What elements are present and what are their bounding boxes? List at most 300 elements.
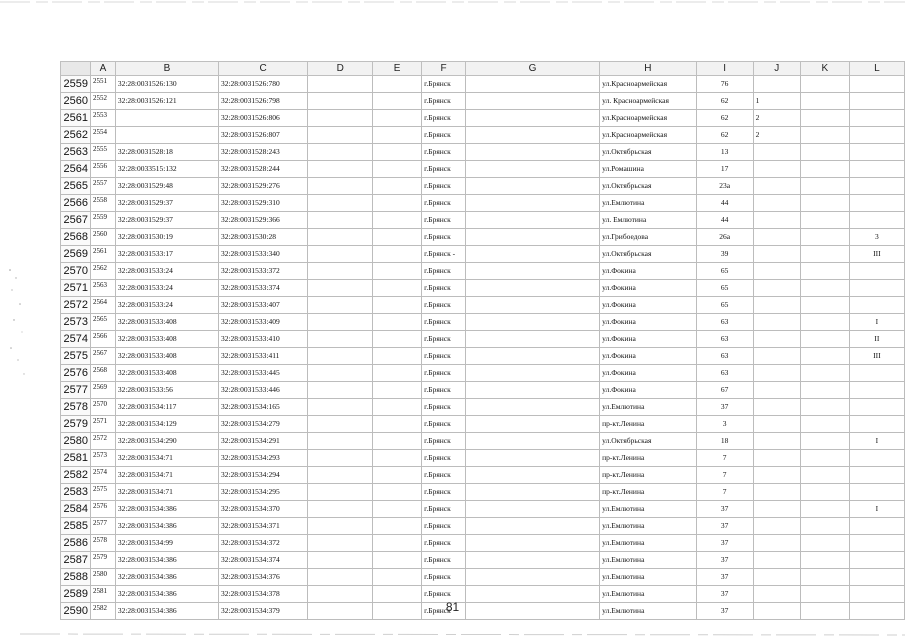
column-j-cell[interactable] <box>753 212 800 229</box>
column-i-cell[interactable]: 62 <box>696 110 753 127</box>
row-header[interactable]: 2567 <box>61 212 91 229</box>
column-a-cell[interactable]: 2579 <box>90 552 115 569</box>
column-d-cell[interactable] <box>308 76 373 93</box>
column-e-cell[interactable] <box>373 297 422 314</box>
column-a-cell[interactable]: 2555 <box>90 144 115 161</box>
column-b-cell[interactable]: 32:28:0031534:290 <box>115 433 218 450</box>
column-i-cell[interactable]: 37 <box>696 501 753 518</box>
column-e-cell[interactable] <box>373 144 422 161</box>
column-i-cell[interactable]: 39 <box>696 246 753 263</box>
column-l-cell[interactable] <box>849 365 904 382</box>
column-i-cell[interactable]: 7 <box>696 484 753 501</box>
column-g-cell[interactable] <box>465 229 599 246</box>
column-l-cell[interactable] <box>849 518 904 535</box>
column-a-cell[interactable]: 2582 <box>90 603 115 620</box>
row-header[interactable]: 2571 <box>61 280 91 297</box>
column-a-cell[interactable]: 2571 <box>90 416 115 433</box>
column-j-cell[interactable] <box>753 161 800 178</box>
column-a-cell[interactable]: 2563 <box>90 280 115 297</box>
column-h-cell[interactable]: ул.Фокина <box>600 297 696 314</box>
column-c-cell[interactable]: 32:28:0031534:295 <box>218 484 307 501</box>
row-header[interactable]: 2576 <box>61 365 91 382</box>
column-f-cell[interactable]: г.Брянск <box>422 552 466 569</box>
column-header-d[interactable]: D <box>308 62 373 76</box>
column-e-cell[interactable] <box>373 161 422 178</box>
column-a-cell[interactable]: 2570 <box>90 399 115 416</box>
column-g-cell[interactable] <box>465 467 599 484</box>
column-f-cell[interactable]: г.Брянск <box>422 93 466 110</box>
column-a-cell[interactable]: 2576 <box>90 501 115 518</box>
column-l-cell[interactable] <box>849 399 904 416</box>
column-b-cell[interactable]: 32:28:0031533:17 <box>115 246 218 263</box>
column-f-cell[interactable]: г.Брянск <box>422 450 466 467</box>
column-g-cell[interactable] <box>465 110 599 127</box>
column-l-cell[interactable]: 3 <box>849 229 904 246</box>
column-d-cell[interactable] <box>308 382 373 399</box>
column-g-cell[interactable] <box>465 382 599 399</box>
column-f-cell[interactable]: г.Брянск <box>422 586 466 603</box>
column-j-cell[interactable] <box>753 314 800 331</box>
column-i-cell[interactable]: 7 <box>696 450 753 467</box>
column-l-cell[interactable]: II <box>849 331 904 348</box>
column-d-cell[interactable] <box>308 365 373 382</box>
column-c-cell[interactable]: 32:28:0031534:291 <box>218 433 307 450</box>
column-e-cell[interactable] <box>373 212 422 229</box>
column-h-cell[interactable]: ул.Фокина <box>600 280 696 297</box>
column-j-cell[interactable] <box>753 416 800 433</box>
column-l-cell[interactable]: III <box>849 348 904 365</box>
column-a-cell[interactable]: 2551 <box>90 76 115 93</box>
row-header[interactable]: 2562 <box>61 127 91 144</box>
column-i-cell[interactable]: 63 <box>696 331 753 348</box>
column-i-cell[interactable]: 62 <box>696 93 753 110</box>
column-d-cell[interactable] <box>308 450 373 467</box>
column-h-cell[interactable]: ул.Октябрьская <box>600 144 696 161</box>
row-header[interactable]: 2564 <box>61 161 91 178</box>
column-b-cell[interactable]: 32:28:0031534:129 <box>115 416 218 433</box>
column-j-cell[interactable] <box>753 552 800 569</box>
column-i-cell[interactable]: 65 <box>696 263 753 280</box>
column-c-cell[interactable]: 32:28:0031534:378 <box>218 586 307 603</box>
column-e-cell[interactable] <box>373 518 422 535</box>
column-f-cell[interactable]: г.Брянск <box>422 144 466 161</box>
column-f-cell[interactable]: г.Брянск <box>422 399 466 416</box>
column-h-cell[interactable]: ул.Грибоедова <box>600 229 696 246</box>
column-l-cell[interactable] <box>849 450 904 467</box>
row-header[interactable]: 2565 <box>61 178 91 195</box>
column-e-cell[interactable] <box>373 229 422 246</box>
column-l-cell[interactable] <box>849 569 904 586</box>
column-j-cell[interactable] <box>753 433 800 450</box>
column-e-cell[interactable] <box>373 450 422 467</box>
row-header[interactable]: 2560 <box>61 93 91 110</box>
column-e-cell[interactable] <box>373 484 422 501</box>
column-k-cell[interactable] <box>800 263 849 280</box>
column-g-cell[interactable] <box>465 569 599 586</box>
column-a-cell[interactable]: 2553 <box>90 110 115 127</box>
column-e-cell[interactable] <box>373 399 422 416</box>
column-a-cell[interactable]: 2572 <box>90 433 115 450</box>
column-a-cell[interactable]: 2559 <box>90 212 115 229</box>
column-c-cell[interactable]: 32:28:0031533:445 <box>218 365 307 382</box>
column-header-i[interactable]: I <box>696 62 753 76</box>
column-d-cell[interactable] <box>308 246 373 263</box>
column-d-cell[interactable] <box>308 535 373 552</box>
column-l-cell[interactable]: III <box>849 246 904 263</box>
column-c-cell[interactable]: 32:28:0031528:244 <box>218 161 307 178</box>
column-b-cell[interactable]: 32:28:0031534:386 <box>115 518 218 535</box>
row-header[interactable]: 2563 <box>61 144 91 161</box>
column-f-cell[interactable]: г.Брянск <box>422 110 466 127</box>
column-b-cell[interactable]: 32:28:0031534:386 <box>115 501 218 518</box>
column-g-cell[interactable] <box>465 484 599 501</box>
column-header-k[interactable]: K <box>800 62 849 76</box>
column-i-cell[interactable]: 37 <box>696 399 753 416</box>
column-h-cell[interactable]: ул. Красноармейская <box>600 93 696 110</box>
row-header[interactable]: 2559 <box>61 76 91 93</box>
column-a-cell[interactable]: 2554 <box>90 127 115 144</box>
column-e-cell[interactable] <box>373 195 422 212</box>
column-c-cell[interactable]: 32:28:0031534:279 <box>218 416 307 433</box>
column-j-cell[interactable] <box>753 229 800 246</box>
row-header[interactable]: 2561 <box>61 110 91 127</box>
column-d-cell[interactable] <box>308 127 373 144</box>
column-b-cell[interactable]: 32:28:0031533:408 <box>115 314 218 331</box>
column-d-cell[interactable] <box>308 144 373 161</box>
column-e-cell[interactable] <box>373 365 422 382</box>
column-header-j[interactable]: J <box>753 62 800 76</box>
column-k-cell[interactable] <box>800 348 849 365</box>
row-header[interactable]: 2577 <box>61 382 91 399</box>
column-h-cell[interactable]: ул.Емлютина <box>600 603 696 620</box>
column-g-cell[interactable] <box>465 348 599 365</box>
column-l-cell[interactable] <box>849 93 904 110</box>
column-b-cell[interactable]: 32:28:0031534:71 <box>115 450 218 467</box>
column-j-cell[interactable] <box>753 518 800 535</box>
column-k-cell[interactable] <box>800 76 849 93</box>
row-header[interactable]: 2570 <box>61 263 91 280</box>
column-k-cell[interactable] <box>800 450 849 467</box>
column-h-cell[interactable]: ул.Емлютина <box>600 501 696 518</box>
column-l-cell[interactable] <box>849 467 904 484</box>
column-d-cell[interactable] <box>308 212 373 229</box>
column-a-cell[interactable]: 2558 <box>90 195 115 212</box>
column-c-cell[interactable]: 32:28:0031528:243 <box>218 144 307 161</box>
column-d-cell[interactable] <box>308 297 373 314</box>
row-header[interactable]: 2566 <box>61 195 91 212</box>
column-header-h[interactable]: H <box>600 62 696 76</box>
column-c-cell[interactable]: 32:28:0031529:366 <box>218 212 307 229</box>
column-c-cell[interactable]: 32:28:0031526:806 <box>218 110 307 127</box>
column-c-cell[interactable]: 32:28:0031533:372 <box>218 263 307 280</box>
column-d-cell[interactable] <box>308 433 373 450</box>
column-d-cell[interactable] <box>308 314 373 331</box>
column-l-cell[interactable] <box>849 552 904 569</box>
column-j-cell[interactable] <box>753 263 800 280</box>
column-h-cell[interactable]: ул.Красноармейская <box>600 127 696 144</box>
column-b-cell[interactable]: 32:28:0031529:37 <box>115 195 218 212</box>
column-l-cell[interactable] <box>849 297 904 314</box>
column-i-cell[interactable]: 37 <box>696 552 753 569</box>
column-h-cell[interactable]: ул.Фокина <box>600 348 696 365</box>
column-k-cell[interactable] <box>800 484 849 501</box>
column-d-cell[interactable] <box>308 161 373 178</box>
column-g-cell[interactable] <box>465 212 599 229</box>
column-f-cell[interactable]: г.Брянск <box>422 212 466 229</box>
column-i-cell[interactable]: 44 <box>696 212 753 229</box>
column-a-cell[interactable]: 2578 <box>90 535 115 552</box>
column-e-cell[interactable] <box>373 314 422 331</box>
column-h-cell[interactable]: ул.Емлютина <box>600 399 696 416</box>
column-g-cell[interactable] <box>465 246 599 263</box>
column-c-cell[interactable]: 32:28:0031533:340 <box>218 246 307 263</box>
column-a-cell[interactable]: 2580 <box>90 569 115 586</box>
column-header-e[interactable]: E <box>373 62 422 76</box>
column-i-cell[interactable]: 76 <box>696 76 753 93</box>
column-k-cell[interactable] <box>800 399 849 416</box>
column-e-cell[interactable] <box>373 93 422 110</box>
column-g-cell[interactable] <box>465 127 599 144</box>
column-c-cell[interactable]: 32:28:0031533:407 <box>218 297 307 314</box>
row-header[interactable]: 2589 <box>61 586 91 603</box>
column-c-cell[interactable]: 32:28:0031533:409 <box>218 314 307 331</box>
column-k-cell[interactable] <box>800 110 849 127</box>
column-f-cell[interactable]: г.Брянск <box>422 331 466 348</box>
column-d-cell[interactable] <box>308 280 373 297</box>
column-header-a[interactable]: A <box>90 62 115 76</box>
column-j-cell[interactable] <box>753 297 800 314</box>
column-d-cell[interactable] <box>308 110 373 127</box>
row-header[interactable]: 2582 <box>61 467 91 484</box>
column-e-cell[interactable] <box>373 501 422 518</box>
column-b-cell[interactable]: 32:28:0031529:48 <box>115 178 218 195</box>
column-e-cell[interactable] <box>373 280 422 297</box>
column-k-cell[interactable] <box>800 195 849 212</box>
column-i-cell[interactable]: 18 <box>696 433 753 450</box>
column-a-cell[interactable]: 2562 <box>90 263 115 280</box>
column-a-cell[interactable]: 2560 <box>90 229 115 246</box>
column-c-cell[interactable]: 32:28:0031529:276 <box>218 178 307 195</box>
column-i-cell[interactable]: 23а <box>696 178 753 195</box>
column-k-cell[interactable] <box>800 127 849 144</box>
column-g-cell[interactable] <box>465 450 599 467</box>
column-j-cell[interactable] <box>753 348 800 365</box>
row-header[interactable]: 2574 <box>61 331 91 348</box>
column-a-cell[interactable]: 2573 <box>90 450 115 467</box>
column-b-cell[interactable]: 32:28:0031534:117 <box>115 399 218 416</box>
column-a-cell[interactable]: 2569 <box>90 382 115 399</box>
column-g-cell[interactable] <box>465 161 599 178</box>
row-header[interactable]: 2584 <box>61 501 91 518</box>
column-g-cell[interactable] <box>465 280 599 297</box>
row-header[interactable]: 2579 <box>61 416 91 433</box>
column-f-cell[interactable]: г.Брянск <box>422 314 466 331</box>
column-f-cell[interactable]: г.Брянск <box>422 280 466 297</box>
column-l-cell[interactable] <box>849 110 904 127</box>
column-header-l[interactable]: L <box>849 62 904 76</box>
column-g-cell[interactable] <box>465 178 599 195</box>
column-a-cell[interactable]: 2552 <box>90 93 115 110</box>
column-k-cell[interactable] <box>800 178 849 195</box>
column-j-cell[interactable] <box>753 280 800 297</box>
column-f-cell[interactable]: г.Брянск <box>422 416 466 433</box>
column-h-cell[interactable]: ул.Красноармейская <box>600 110 696 127</box>
column-b-cell[interactable]: 32:28:0031533:408 <box>115 348 218 365</box>
column-j-cell[interactable] <box>753 535 800 552</box>
column-c-cell[interactable]: 32:28:0031526:780 <box>218 76 307 93</box>
column-d-cell[interactable] <box>308 569 373 586</box>
column-k-cell[interactable] <box>800 93 849 110</box>
column-j-cell[interactable] <box>753 450 800 467</box>
column-i-cell[interactable]: 65 <box>696 297 753 314</box>
column-k-cell[interactable] <box>800 569 849 586</box>
row-header[interactable]: 2580 <box>61 433 91 450</box>
row-header[interactable]: 2581 <box>61 450 91 467</box>
column-e-cell[interactable] <box>373 569 422 586</box>
column-j-cell[interactable] <box>753 569 800 586</box>
column-h-cell[interactable]: ул.Фокина <box>600 314 696 331</box>
column-f-cell[interactable]: г.Брянск <box>422 603 466 620</box>
row-header[interactable]: 2586 <box>61 535 91 552</box>
column-b-cell[interactable]: 32:28:0031529:37 <box>115 212 218 229</box>
column-l-cell[interactable]: I <box>849 433 904 450</box>
column-d-cell[interactable] <box>308 467 373 484</box>
column-l-cell[interactable] <box>849 161 904 178</box>
column-j-cell[interactable] <box>753 331 800 348</box>
column-k-cell[interactable] <box>800 552 849 569</box>
column-c-cell[interactable]: 32:28:0031534:371 <box>218 518 307 535</box>
column-c-cell[interactable]: 32:28:0031534:374 <box>218 552 307 569</box>
column-g-cell[interactable] <box>465 518 599 535</box>
column-j-cell[interactable] <box>753 144 800 161</box>
column-c-cell[interactable]: 32:28:0031533:411 <box>218 348 307 365</box>
column-l-cell[interactable]: I <box>849 501 904 518</box>
column-e-cell[interactable] <box>373 76 422 93</box>
column-e-cell[interactable] <box>373 535 422 552</box>
column-k-cell[interactable] <box>800 212 849 229</box>
column-b-cell[interactable] <box>115 110 218 127</box>
column-b-cell[interactable] <box>115 127 218 144</box>
column-d-cell[interactable] <box>308 501 373 518</box>
column-l-cell[interactable] <box>849 416 904 433</box>
column-g-cell[interactable] <box>465 195 599 212</box>
column-b-cell[interactable]: 32:28:0031534:386 <box>115 569 218 586</box>
column-j-cell[interactable]: 2 <box>753 127 800 144</box>
column-g-cell[interactable] <box>465 314 599 331</box>
column-j-cell[interactable] <box>753 382 800 399</box>
column-d-cell[interactable] <box>308 399 373 416</box>
column-d-cell[interactable] <box>308 348 373 365</box>
column-e-cell[interactable] <box>373 246 422 263</box>
column-i-cell[interactable]: 13 <box>696 144 753 161</box>
column-f-cell[interactable]: г.Брянск <box>422 76 466 93</box>
column-i-cell[interactable]: 62 <box>696 127 753 144</box>
column-b-cell[interactable]: 32:28:0031528:18 <box>115 144 218 161</box>
column-h-cell[interactable]: ул.Фокина <box>600 263 696 280</box>
column-header-f[interactable]: F <box>422 62 466 76</box>
column-j-cell[interactable] <box>753 76 800 93</box>
column-l-cell[interactable] <box>849 144 904 161</box>
column-l-cell[interactable] <box>849 127 904 144</box>
column-b-cell[interactable]: 32:28:0031533:408 <box>115 365 218 382</box>
column-header-c[interactable]: C <box>218 62 307 76</box>
column-j-cell[interactable] <box>753 501 800 518</box>
column-d-cell[interactable] <box>308 229 373 246</box>
column-h-cell[interactable]: ул.Емлютина <box>600 195 696 212</box>
column-k-cell[interactable] <box>800 501 849 518</box>
column-g-cell[interactable] <box>465 416 599 433</box>
column-i-cell[interactable]: 44 <box>696 195 753 212</box>
column-k-cell[interactable] <box>800 314 849 331</box>
column-h-cell[interactable]: ул. Емлютина <box>600 212 696 229</box>
column-e-cell[interactable] <box>373 382 422 399</box>
column-i-cell[interactable]: 37 <box>696 603 753 620</box>
column-e-cell[interactable] <box>373 467 422 484</box>
column-l-cell[interactable] <box>849 178 904 195</box>
row-header[interactable]: 2569 <box>61 246 91 263</box>
column-f-cell[interactable]: г.Брянск <box>422 229 466 246</box>
column-header-b[interactable]: B <box>115 62 218 76</box>
column-k-cell[interactable] <box>800 161 849 178</box>
column-l-cell[interactable] <box>849 280 904 297</box>
column-f-cell[interactable]: г.Брянск <box>422 501 466 518</box>
column-h-cell[interactable]: пр-кт.Ленина <box>600 416 696 433</box>
column-c-cell[interactable]: 32:28:0031534:376 <box>218 569 307 586</box>
column-a-cell[interactable]: 2574 <box>90 467 115 484</box>
column-k-cell[interactable] <box>800 433 849 450</box>
column-f-cell[interactable]: г.Брянск <box>422 382 466 399</box>
column-k-cell[interactable] <box>800 535 849 552</box>
column-d-cell[interactable] <box>308 416 373 433</box>
column-f-cell[interactable]: г.Брянск - <box>422 246 466 263</box>
column-l-cell[interactable] <box>849 263 904 280</box>
column-f-cell[interactable]: г.Брянск <box>422 127 466 144</box>
column-e-cell[interactable] <box>373 433 422 450</box>
column-k-cell[interactable] <box>800 144 849 161</box>
column-b-cell[interactable]: 32:28:0031533:24 <box>115 263 218 280</box>
column-k-cell[interactable] <box>800 467 849 484</box>
column-d-cell[interactable] <box>308 263 373 280</box>
corner-cell[interactable] <box>61 62 91 76</box>
column-b-cell[interactable]: 32:28:0031534:71 <box>115 467 218 484</box>
column-g-cell[interactable] <box>465 263 599 280</box>
column-k-cell[interactable] <box>800 365 849 382</box>
column-e-cell[interactable] <box>373 263 422 280</box>
column-h-cell[interactable]: ул.Фокина <box>600 365 696 382</box>
column-e-cell[interactable] <box>373 110 422 127</box>
column-a-cell[interactable]: 2556 <box>90 161 115 178</box>
column-g-cell[interactable] <box>465 144 599 161</box>
column-b-cell[interactable]: 32:28:0031533:24 <box>115 280 218 297</box>
column-c-cell[interactable]: 32:28:0031533:374 <box>218 280 307 297</box>
column-b-cell[interactable]: 32:28:0033515:132 <box>115 161 218 178</box>
column-a-cell[interactable]: 2577 <box>90 518 115 535</box>
column-f-cell[interactable]: г.Брянск <box>422 297 466 314</box>
column-l-cell[interactable] <box>849 382 904 399</box>
column-c-cell[interactable]: 32:28:0031526:807 <box>218 127 307 144</box>
column-b-cell[interactable]: 32:28:0031526:130 <box>115 76 218 93</box>
column-j-cell[interactable] <box>753 246 800 263</box>
row-header[interactable]: 2588 <box>61 569 91 586</box>
column-k-cell[interactable] <box>800 246 849 263</box>
column-d-cell[interactable] <box>308 178 373 195</box>
column-i-cell[interactable]: 37 <box>696 518 753 535</box>
column-e-cell[interactable] <box>373 127 422 144</box>
column-l-cell[interactable] <box>849 535 904 552</box>
column-f-cell[interactable]: г.Брянск <box>422 467 466 484</box>
column-h-cell[interactable]: пр-кт.Ленина <box>600 450 696 467</box>
column-b-cell[interactable]: 32:28:0031534:99 <box>115 535 218 552</box>
